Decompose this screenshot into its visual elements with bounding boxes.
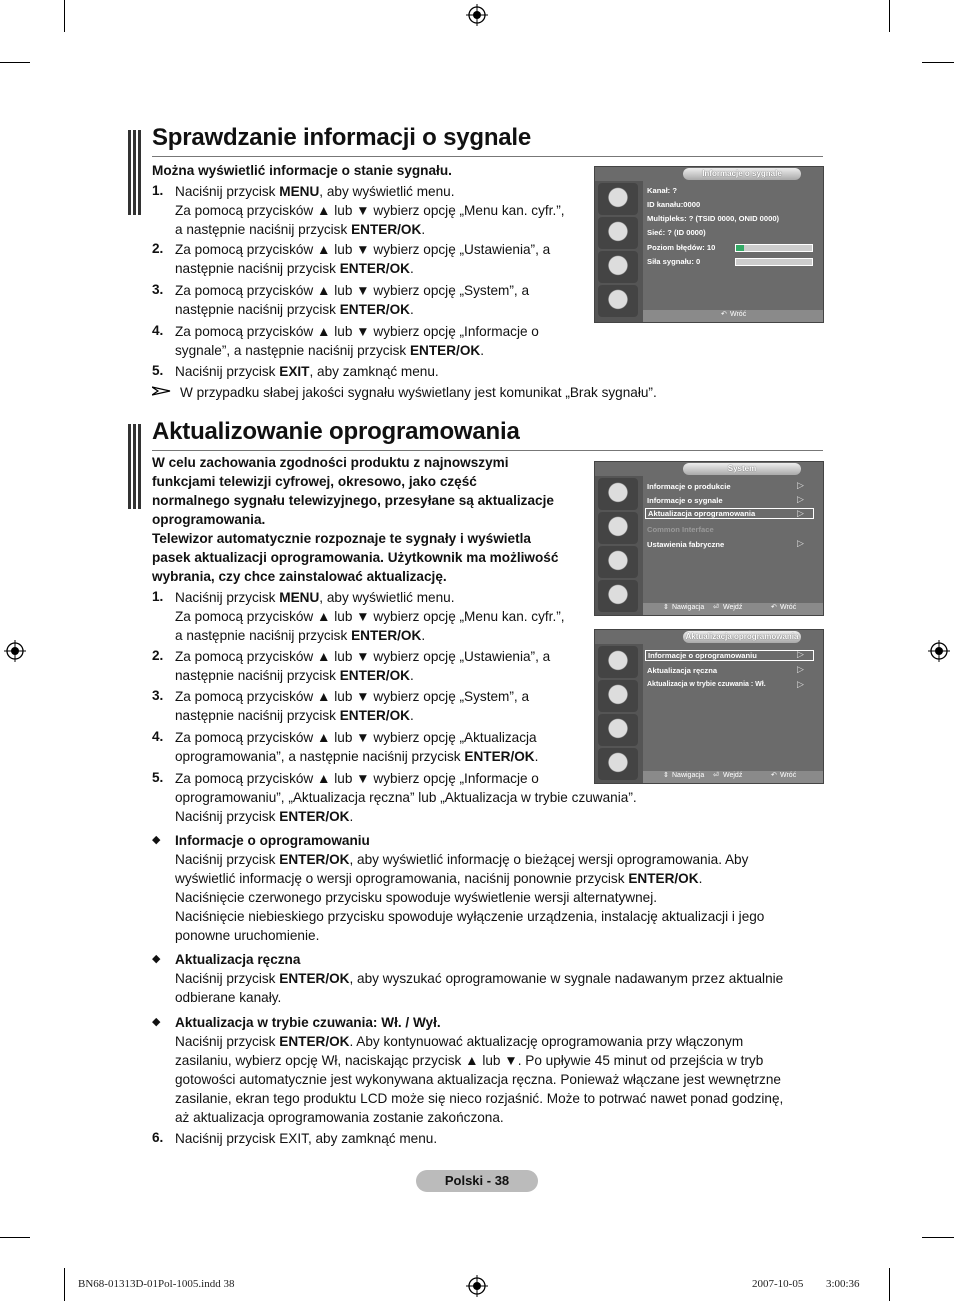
step-text: następnie naciśnij przycisk ENTER/OK. bbox=[175, 708, 414, 723]
osd-row: Kanał: ? bbox=[647, 186, 677, 195]
osd-menu-item-selected[interactable]: Informacje o oprogramowaniu bbox=[645, 650, 814, 661]
section-rule bbox=[152, 156, 823, 157]
return-icon: ↶ bbox=[721, 311, 727, 318]
print-date-info: 2007-10-05 ￿￿ 3:00:36 bbox=[752, 1278, 860, 1290]
arrow-right-icon: ▷ bbox=[797, 508, 804, 518]
back-label: Wróć bbox=[780, 604, 797, 611]
step-text: oprogramowania”, a następnie naciśnij przycisk ENTER/OK. bbox=[175, 749, 539, 764]
return-icon: ↶ bbox=[771, 772, 777, 779]
option-text: Naciśnij przycisk ENTER/OK, aby wyświetlić informację o bieżącej wersji oprogramowania. Aby bbox=[175, 852, 749, 867]
step-text: następnie naciśnij przycisk ENTER/OK. bbox=[175, 668, 414, 683]
arrow-right-icon: ▷ bbox=[797, 538, 804, 548]
option-text: zasilanie, ekran tego produktu LCD może się nieco rozjaśnić. Może to potrwać nawet ponad godzinę, bbox=[175, 1091, 784, 1106]
crop-mark bbox=[64, 1268, 65, 1301]
channel-icon bbox=[598, 183, 638, 215]
step-text: Za pomocą przycisków ▲ lub ▼ wybierz opcję „System”, a bbox=[175, 283, 530, 298]
osd-row: ID kanału:0000 bbox=[647, 200, 701, 209]
option-title: Informacje o oprogramowaniu bbox=[175, 833, 370, 848]
option-text: zasilaniu, wybierz opcję Wł, naciskając przycisk ▲ lub ▼. Po upływie 45 minut od przejścia w tryb bbox=[175, 1053, 764, 1068]
section-marker bbox=[128, 424, 142, 509]
osd-menu-item[interactable]: Aktualizacja ręczna bbox=[647, 666, 718, 675]
section-marker bbox=[128, 130, 142, 215]
channel-icon bbox=[598, 478, 638, 510]
intro-line: pasek aktualizacji oprogramowania. Użytkownik ma możliwość bbox=[152, 550, 559, 565]
step-text: następnie naciśnij przycisk ENTER/OK. bbox=[175, 261, 414, 276]
enter-label: Wejdź bbox=[723, 772, 743, 779]
signal-strength-bar bbox=[735, 258, 813, 266]
osd-menu-item[interactable]: Informacje o produkcie bbox=[647, 482, 731, 491]
return-icon: ↶ bbox=[771, 604, 777, 611]
step-text: a następnie naciśnij przycisk ENTER/OK. bbox=[175, 628, 426, 643]
print-file-info: BN68-01313D-01Pol-1005.indd 38 bbox=[78, 1278, 235, 1290]
intro-line: funkcjami telewizji cyfrowej, okresowo, jako część bbox=[152, 474, 477, 489]
crop-mark bbox=[64, 0, 65, 32]
enter-icon: ⏎ bbox=[713, 772, 719, 779]
intro-line: wybrania, czy chce zainstalować aktualizację. bbox=[152, 569, 447, 584]
step-text: a następnie naciśnij przycisk ENTER/OK. bbox=[175, 222, 426, 237]
input-icon bbox=[598, 285, 638, 317]
osd-update-menu bbox=[594, 629, 824, 784]
osd-title: Aktualizacja oprogramowania bbox=[683, 631, 801, 643]
setup-icon bbox=[598, 251, 638, 283]
osd-footer bbox=[643, 771, 823, 783]
note-text: W przypadku słabej jakości sygnału wyświetlany jest komunikat „Brak sygnału”. bbox=[180, 385, 657, 400]
osd-menu-item[interactable]: Aktualizacja w trybie czuwania : Wł. bbox=[647, 681, 766, 688]
option-text: odbierane kanały. bbox=[175, 990, 282, 1005]
error-level-bar bbox=[735, 244, 813, 252]
intro-line: normalnego sygnału telewizyjnego, przesyłane są aktualizacje bbox=[152, 493, 554, 508]
navigate-label: Nawigacja bbox=[672, 772, 705, 779]
osd-sidebar bbox=[595, 476, 643, 615]
intro-line: Telewizor automatycznie rozpoznaje te sygnały i wyświetla bbox=[152, 531, 531, 546]
step-text: Naciśnij przycisk MENU, aby wyświetlić menu. bbox=[175, 184, 455, 199]
registration-mark-icon bbox=[928, 640, 950, 662]
option-text: wyświetlić informację o wersji oprogramowania, naciśnij ponownie przycisk ENTER/OK. bbox=[175, 871, 703, 886]
input-icon bbox=[598, 580, 638, 612]
step-text: następnie naciśnij przycisk ENTER/OK. bbox=[175, 302, 414, 317]
crop-mark bbox=[889, 0, 890, 32]
step-text: Za pomocą przycisków ▲ lub ▼ wybierz opcję „Informacje o bbox=[175, 771, 539, 786]
step-text: Za pomocą przycisków ▲ lub ▼ wybierz opcję „Ustawienia”, a bbox=[175, 649, 551, 664]
osd-row: Siła sygnału: 0 bbox=[647, 257, 701, 266]
osd-row: Multipleks: ? (TSID 0000, ONID 0000) bbox=[647, 214, 780, 223]
option-text: aż aktualizacja oprogramowania zostanie zakończona. bbox=[175, 1110, 504, 1125]
note-arrow-icon bbox=[152, 385, 172, 397]
arrow-right-icon: ▷ bbox=[797, 679, 804, 689]
osd-row: Sieć: ? (ID 0000) bbox=[647, 228, 706, 237]
osd-title: Informacje o sygnale bbox=[683, 168, 801, 180]
option-title: Aktualizacja ręczna bbox=[175, 952, 301, 967]
back-label: Wróć bbox=[780, 772, 797, 779]
option-text: Naciśnij przycisk ENTER/OK, aby wyszukać oprogramowanie w sygnale nadawanym przez aktualnie bbox=[175, 971, 784, 986]
setup-icon bbox=[598, 714, 638, 746]
osd-row: Poziom błędów: 10 bbox=[647, 243, 716, 252]
arrow-right-icon: ▷ bbox=[797, 664, 804, 674]
arrow-right-icon: ▷ bbox=[797, 494, 804, 504]
navigate-icon: ⇕ bbox=[663, 604, 669, 611]
step-text: Za pomocą przycisków ▲ lub ▼ wybierz opcję „Menu kan. cyfr.”, bbox=[175, 203, 565, 218]
section-title: Sprawdzanie informacji o sygnale bbox=[152, 124, 532, 151]
navigate-icon: ⇕ bbox=[663, 772, 669, 779]
input-icon bbox=[598, 748, 638, 780]
registration-mark-icon bbox=[466, 1275, 488, 1297]
page-number: Polski - 38 bbox=[416, 1170, 538, 1192]
intro-line: oprogramowania. bbox=[152, 512, 266, 527]
section-title: Aktualizowanie oprogramowania bbox=[152, 418, 520, 445]
step-text: Za pomocą przycisków ▲ lub ▼ wybierz opcję „Menu kan. cyfr.”, bbox=[175, 609, 565, 624]
step-number: 6. bbox=[152, 1130, 164, 1145]
option-text: Naciśnięcie czerwonego przycisku spowoduje wyświetlenie wersji alternatywnej. bbox=[175, 890, 658, 905]
diamond-icon: ◆ bbox=[152, 834, 161, 846]
sound-icon bbox=[598, 680, 638, 712]
sound-icon bbox=[598, 512, 638, 544]
step-text: Za pomocą przycisków ▲ lub ▼ wybierz opcję „Aktualizacja bbox=[175, 730, 537, 745]
diamond-icon: ◆ bbox=[152, 953, 161, 965]
section-rule bbox=[152, 450, 823, 451]
registration-mark-icon bbox=[466, 4, 488, 26]
step-number: 4. bbox=[152, 323, 164, 338]
step-text: Za pomocą przycisków ▲ lub ▼ wybierz opcję „System”, a bbox=[175, 689, 530, 704]
step-number: 5. bbox=[152, 363, 164, 378]
step-text: Za pomocą przycisków ▲ lub ▼ wybierz opcję „Informacje o bbox=[175, 324, 539, 339]
step-text: Naciśnij przycisk EXIT, aby zamknąć menu. bbox=[175, 364, 439, 379]
option-text: gotowości automatycznie jest wykonywana aktualizacja ręczna. Ponieważ włączane jest wewnętrzne bbox=[175, 1072, 781, 1087]
registration-mark-icon bbox=[4, 640, 26, 662]
option-text: ponowne uruchomienie. bbox=[175, 928, 320, 943]
step-number: 3. bbox=[152, 688, 164, 703]
navigate-label: Nawigacja bbox=[672, 604, 705, 611]
osd-sidebar bbox=[595, 181, 643, 322]
step-text: Naciśnij przycisk MENU, aby wyświetlić menu. bbox=[175, 590, 455, 605]
osd-menu-item[interactable]: Informacje o sygnale bbox=[647, 496, 723, 505]
crop-mark bbox=[0, 1237, 30, 1238]
osd-footer bbox=[643, 310, 823, 322]
osd-signal-info bbox=[594, 166, 824, 323]
osd-menu-item[interactable]: Ustawienia fabryczne bbox=[647, 540, 725, 549]
intro-line: W celu zachowania zgodności produktu z najnowszymi bbox=[152, 455, 509, 470]
osd-sidebar bbox=[595, 644, 643, 783]
step-text: Naciśnij przycisk EXIT, aby zamknąć menu. bbox=[175, 1131, 438, 1146]
setup-icon bbox=[598, 546, 638, 578]
step-text: oprogramowaniu”, „Aktualizacja ręczna” lub „Aktualizacja w trybie czuwania”. bbox=[175, 790, 637, 805]
step-number: 1. bbox=[152, 183, 164, 198]
step-number: 3. bbox=[152, 282, 164, 297]
step-number: 1. bbox=[152, 589, 164, 604]
osd-menu-item[interactable]: Common Interface bbox=[647, 525, 714, 534]
step-number: 2. bbox=[152, 241, 164, 256]
crop-mark bbox=[889, 1268, 890, 1301]
step-text: Za pomocą przycisków ▲ lub ▼ wybierz opcję „Ustawienia”, a bbox=[175, 242, 551, 257]
osd-footer bbox=[643, 603, 823, 615]
step-number: 4. bbox=[152, 729, 164, 744]
arrow-right-icon: ▷ bbox=[797, 480, 804, 490]
step-number: 2. bbox=[152, 648, 164, 663]
option-text: Naciśnięcie niebieskiego przycisku spowoduje wyłączenie urządzenia, instalację aktualizacji i jego bbox=[175, 909, 765, 924]
enter-icon: ⏎ bbox=[713, 604, 719, 611]
osd-system-menu bbox=[594, 461, 824, 616]
section-intro: Można wyświetlić informacje o stanie sygnału. bbox=[152, 163, 452, 178]
crop-mark bbox=[922, 1237, 954, 1238]
step-text: sygnale”, a następnie naciśnij przycisk ENTER/OK. bbox=[175, 343, 485, 358]
osd-menu-item-selected[interactable]: Aktualizacja oprogramowania bbox=[645, 508, 814, 519]
crop-mark bbox=[922, 62, 954, 63]
osd-title: System bbox=[683, 463, 801, 475]
channel-icon bbox=[598, 646, 638, 678]
back-label: Wróć bbox=[730, 311, 747, 318]
option-text: Naciśnij przycisk ENTER/OK. Aby kontynuować aktualizację oprogramowania przy włączonym bbox=[175, 1034, 744, 1049]
arrow-right-icon: ▷ bbox=[797, 649, 804, 659]
step-number: 5. bbox=[152, 770, 164, 785]
crop-mark bbox=[0, 62, 30, 63]
enter-label: Wejdź bbox=[723, 604, 743, 611]
diamond-icon: ◆ bbox=[152, 1016, 161, 1028]
option-title: Aktualizacja w trybie czuwania: Wł. / Wył. bbox=[175, 1015, 441, 1030]
sound-icon bbox=[598, 217, 638, 249]
step-text: Naciśnij przycisk ENTER/OK. bbox=[175, 809, 354, 824]
